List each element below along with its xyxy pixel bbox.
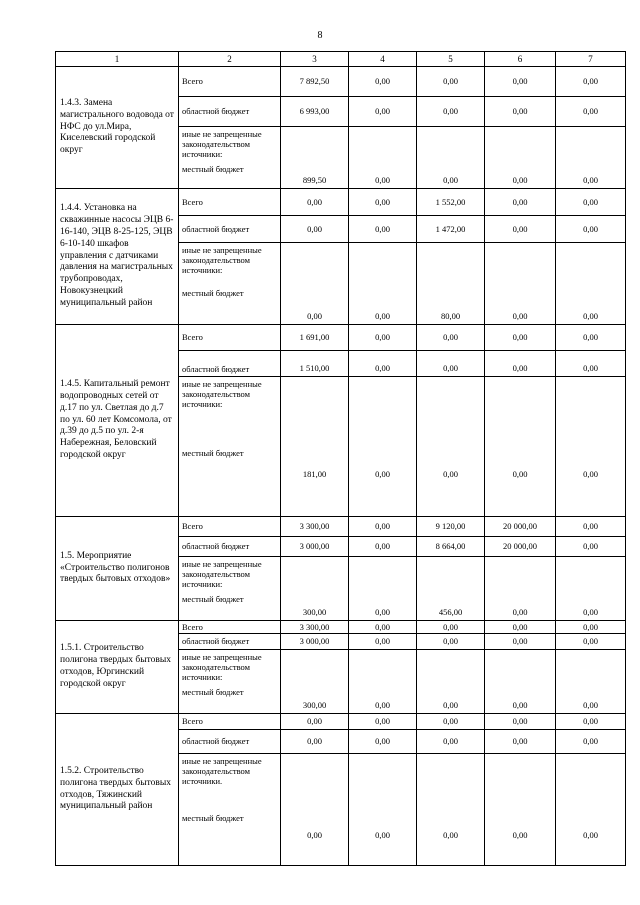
value-cell: 0,00 xyxy=(417,634,485,650)
source-other-label: иные не запрещенные законодательством источники: xyxy=(182,245,262,276)
table-header-row xyxy=(56,52,626,67)
table-row xyxy=(56,325,626,351)
value-cell: 0,00 xyxy=(556,325,626,351)
measure-name: 1.4.4. Установка на скважинные насосы ЭЦВ 6-16-140, ЭЦВ 8-25-125, ЭЦВ 6-10-140 шкафов управления с датчиками давления на магистральных трубопроводах, Новокузнецкий муниципальный район xyxy=(56,189,179,325)
value-cell: 0,00 xyxy=(485,557,556,621)
value-cell: 0,00 xyxy=(349,243,417,325)
value-cell: 0,00 xyxy=(417,650,485,714)
value-cell: 0,00 xyxy=(417,351,485,377)
source-local-label: местный бюджет xyxy=(182,593,244,604)
value-cell: 8 664,00 xyxy=(417,537,485,557)
source-other-label: иные не запрещенные законодательством источники: xyxy=(182,652,262,683)
value-cell: 0,00 xyxy=(349,754,417,866)
value-cell: 0,00 xyxy=(417,754,485,866)
value-cell: 0,00 xyxy=(417,67,485,97)
value-cell: 0,00 xyxy=(281,730,349,754)
source-other-cell xyxy=(179,650,281,714)
value-cell: 0,00 xyxy=(349,127,417,189)
value-cell: 0,00 xyxy=(485,243,556,325)
source-regional-label: областной бюджет xyxy=(179,97,281,127)
value-cell: 899,50 xyxy=(281,127,349,189)
source-regional-label: областной бюджет xyxy=(179,634,281,650)
source-local-label: местный бюджет xyxy=(182,163,244,174)
value-cell: 6 993,00 xyxy=(281,97,349,127)
table-row xyxy=(56,517,626,537)
value-cell: 0,00 xyxy=(556,621,626,634)
value-cell: 0,00 xyxy=(556,243,626,325)
column-header: 3 xyxy=(281,52,349,67)
source-other-label: иные не запрещенные законодательством источники: xyxy=(182,379,262,410)
value-cell: 9 120,00 xyxy=(417,517,485,537)
value-cell: 7 892,50 xyxy=(281,67,349,97)
source-regional-label: областной бюджет xyxy=(179,537,281,557)
value-cell: 0,00 xyxy=(485,650,556,714)
value-cell: 0,00 xyxy=(417,377,485,517)
value-cell: 0,00 xyxy=(349,377,417,517)
source-other-cell xyxy=(179,557,281,621)
value-cell: 0,00 xyxy=(556,730,626,754)
value-cell: 1 552,00 xyxy=(417,189,485,216)
source-local-label: местный бюджет xyxy=(182,447,244,458)
value-cell: 0,00 xyxy=(485,216,556,243)
source-other-cell xyxy=(179,754,281,866)
value-cell: 0,00 xyxy=(349,557,417,621)
value-cell: 0,00 xyxy=(349,537,417,557)
source-local-label: местный бюджет xyxy=(182,812,244,823)
value-cell: 0,00 xyxy=(556,650,626,714)
source-total-label: Всего xyxy=(179,189,281,216)
source-regional-label: областной бюджет xyxy=(179,730,281,754)
source-other-label: иные не запрещенные законодательством источники: xyxy=(182,129,262,160)
column-header: 5 xyxy=(417,52,485,67)
source-total-label: Всего xyxy=(179,621,281,634)
value-cell: 0,00 xyxy=(485,127,556,189)
value-cell: 300,00 xyxy=(281,557,349,621)
source-other-cell xyxy=(179,243,281,325)
measure-name: 1.4.3. Замена магистрального водовода от НФС до ул.Мира, Киселевский городской округ xyxy=(56,67,179,189)
value-cell: 0,00 xyxy=(349,97,417,127)
value-cell: 181,00 xyxy=(281,377,349,517)
column-header: 1 xyxy=(56,52,179,67)
value-cell: 1 472,00 xyxy=(417,216,485,243)
value-cell: 0,00 xyxy=(556,517,626,537)
value-cell: 0,00 xyxy=(417,97,485,127)
value-cell: 0,00 xyxy=(485,351,556,377)
value-cell: 0,00 xyxy=(349,634,417,650)
value-cell: 0,00 xyxy=(281,754,349,866)
value-cell: 0,00 xyxy=(556,67,626,97)
source-other-label: иные не запрещенные законодательством источники: xyxy=(182,559,262,590)
value-cell: 0,00 xyxy=(556,634,626,650)
value-cell: 0,00 xyxy=(349,517,417,537)
value-cell: 0,00 xyxy=(349,216,417,243)
source-other-label: иные не запрещенные законодательством источники. xyxy=(182,756,262,787)
value-cell: 0,00 xyxy=(556,127,626,189)
value-cell: 0,00 xyxy=(556,754,626,866)
value-cell: 0,00 xyxy=(485,67,556,97)
value-cell: 0,00 xyxy=(485,634,556,650)
value-cell: 0,00 xyxy=(417,621,485,634)
column-header: 4 xyxy=(349,52,417,67)
value-cell: 0,00 xyxy=(417,127,485,189)
value-cell: 0,00 xyxy=(556,351,626,377)
measure-name: 1.5.1. Строительство полигона твердых бытовых отходов, Юргинский городской округ xyxy=(56,621,179,714)
value-cell: 0,00 xyxy=(556,216,626,243)
source-local-label: местный бюджет xyxy=(182,287,244,298)
value-cell: 0,00 xyxy=(485,377,556,517)
value-cell: 0,00 xyxy=(485,621,556,634)
value-cell: 20 000,00 xyxy=(485,537,556,557)
table-row xyxy=(56,67,626,97)
value-cell: 0,00 xyxy=(556,557,626,621)
value-cell: 0,00 xyxy=(485,97,556,127)
value-cell: 0,00 xyxy=(556,377,626,517)
source-total-label: Всего xyxy=(179,517,281,537)
source-total-label: Всего xyxy=(179,714,281,730)
table-row xyxy=(56,189,626,216)
value-cell: 0,00 xyxy=(349,325,417,351)
budget-table xyxy=(55,51,626,866)
value-cell: 80,00 xyxy=(417,243,485,325)
source-other-cell xyxy=(179,377,281,517)
value-cell: 0,00 xyxy=(417,325,485,351)
value-cell: 0,00 xyxy=(417,714,485,730)
value-cell: 0,00 xyxy=(281,243,349,325)
value-cell: 0,00 xyxy=(281,189,349,216)
measure-name: 1.5. Мероприятие «Строительство полигонов твердых бытовых отходов» xyxy=(56,517,179,621)
value-cell: 456,00 xyxy=(417,557,485,621)
value-cell: 1 691,00 xyxy=(281,325,349,351)
value-cell: 0,00 xyxy=(417,730,485,754)
value-cell: 3 300,00 xyxy=(281,621,349,634)
value-cell: 0,00 xyxy=(349,650,417,714)
value-cell: 0,00 xyxy=(349,351,417,377)
value-cell: 0,00 xyxy=(556,189,626,216)
table-row xyxy=(56,714,626,730)
value-cell: 3 300,00 xyxy=(281,517,349,537)
table-row xyxy=(56,621,626,634)
value-cell: 3 000,00 xyxy=(281,634,349,650)
value-cell: 0,00 xyxy=(349,67,417,97)
column-header: 7 xyxy=(556,52,626,67)
value-cell: 20 000,00 xyxy=(485,517,556,537)
value-cell: 3 000,00 xyxy=(281,537,349,557)
column-header: 6 xyxy=(485,52,556,67)
page-number: 8 xyxy=(317,30,323,41)
measure-name: 1.5.2. Строительство полигона твердых бытовых отходов, Тяжинский муниципальный район xyxy=(56,714,179,866)
value-cell: 0,00 xyxy=(485,714,556,730)
source-total-label: Всего xyxy=(179,325,281,351)
measure-name: 1.4.5. Капитальный ремонт водопроводных сетей от д.17 по ул. Светлая до д.7 по ул. 60 лет Комсомола, от д.39 до д.5 по ул. 2-я Набережная, Беловский городской округ xyxy=(56,325,179,517)
value-cell: 0,00 xyxy=(485,754,556,866)
value-cell: 0,00 xyxy=(281,216,349,243)
value-cell: 0,00 xyxy=(349,714,417,730)
value-cell: 0,00 xyxy=(485,325,556,351)
value-cell: 0,00 xyxy=(485,189,556,216)
value-cell: 0,00 xyxy=(349,621,417,634)
source-regional-label: областной бюджет xyxy=(179,216,281,243)
value-cell: 0,00 xyxy=(281,714,349,730)
value-cell: 0,00 xyxy=(556,537,626,557)
value-cell: 0,00 xyxy=(556,714,626,730)
column-header: 2 xyxy=(179,52,281,67)
value-cell: 0,00 xyxy=(349,730,417,754)
value-cell: 0,00 xyxy=(485,730,556,754)
source-other-cell xyxy=(179,127,281,189)
value-cell: 0,00 xyxy=(556,97,626,127)
source-regional-label: областной бюджет xyxy=(179,351,281,377)
value-cell: 300,00 xyxy=(281,650,349,714)
value-cell: 1 510,00 xyxy=(281,351,349,377)
source-local-label: местный бюджет xyxy=(182,686,244,697)
source-total-label: Всего xyxy=(179,67,281,97)
value-cell: 0,00 xyxy=(349,189,417,216)
